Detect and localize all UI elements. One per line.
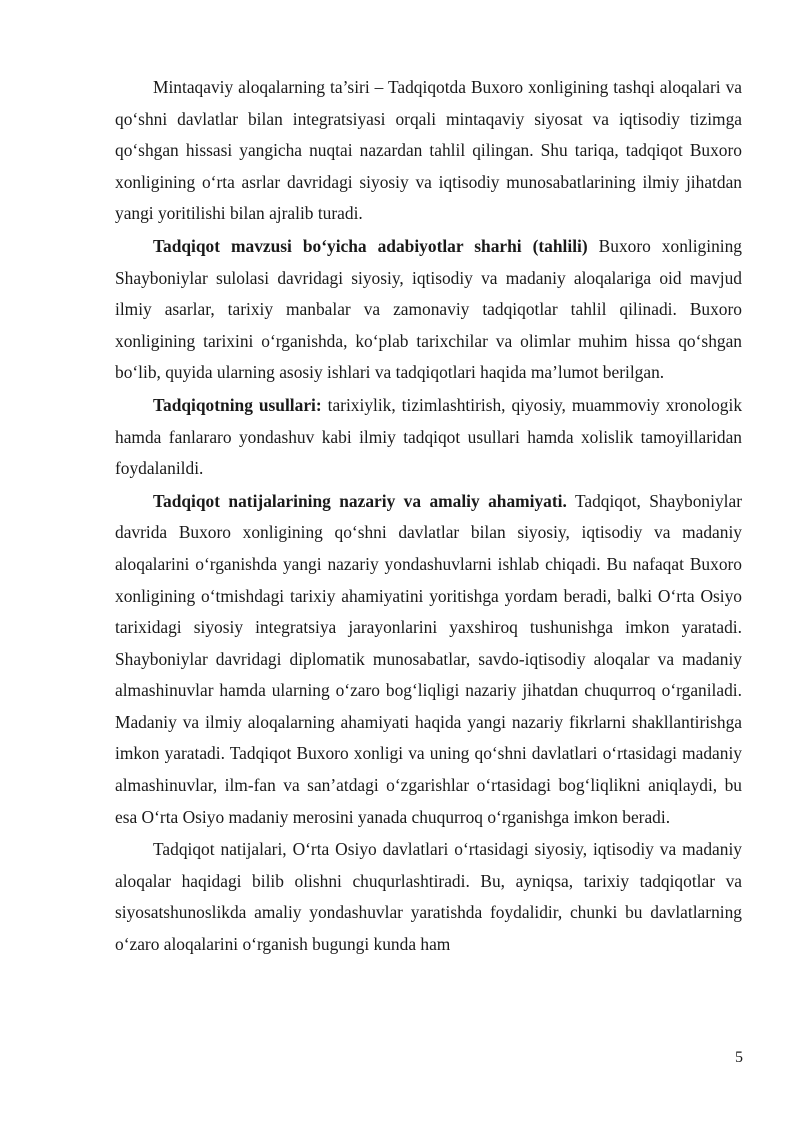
document-page xyxy=(115,72,742,961)
paragraph-significance xyxy=(115,486,742,834)
page-number: 5 xyxy=(735,1049,743,1066)
paragraph-text: tarixiylik, tizimlashtirish, qiyosiy, muammoviy xronologik hamda fanlararo yondashuv kabi ilmiy tadqiqot usullari hamda xolislik tamoyillaridan foydalanildi. xyxy=(115,394,743,479)
paragraph-text: Mintaqaviy aloqalarning ta’siri – Tadqiqotda Buxoro xonligining tashqi aloqalari va qo‘shni davlatlar bilan integratsiyasi orqali mintaqaviy siyosat va iqtisodiy tizimga qo‘shgan hissasi yangicha nuqtai nazardan tahlil qilingan. Shu tariqa, tadqiqot Buxoro xonligining o‘rta asrlar davridagi siyosiy va iqtisodiy munosabatlarining ilmiy jihatdan yangi yoritilishi bilan ajralib turadi. xyxy=(115,77,742,224)
paragraph-text: Tadqiqot, Shayboniylar davrida Buxoro xonligining qo‘shni davlatlar bilan siyosiy, iqtisodiy va madaniy aloqalarini o‘rganishda yangi nazariy yondashuvlarni ishlab chiqadi. Bu nafaqat Buxoro xonligining o‘tmishdagi tarixiy ahamiyatini yoritishga yordam beradi, balki O‘rta Osiyo tarixidagi siyosiy integratsiya jarayonlarini yaxshiroq tushunishga imkon yaratadi. Shayboniylar davridagi diplomatik munosabatlar, savdo-iqtisodiy aloqalar va madaniy almashinuvlar hamda ularning o‘zaro bog‘liqligi nazariy jihatdan chuqurroq o‘rganiladi. Madaniy va ilmiy aloqalarning ahamiyati haqida yangi nazariy fikrlarni shakllantirishga imkon yaratadi. Tadqiqot Buxoro xonligi va uning qo‘shni davlatlari o‘rtasidagi madaniy almashinuvlar, ilm-fan va san’atdagi o‘zgarishlar o‘rtasidagi bog‘liqlikni aniqlaydi, bu esa O‘rta Osiyo madaniy merosini yanada chuqurroq o‘rganishga imkon beradi. xyxy=(115,490,742,827)
paragraph-heading: Tadqiqot mavzusi bo‘yicha adabiyotlar sharhi (tahlili) xyxy=(153,235,588,256)
paragraph-regional-relations xyxy=(115,72,742,230)
paragraph-heading: Tadqiqotning usullari: xyxy=(153,394,322,415)
paragraph-text: Buxoro xonligining Shayboniylar sulolasi davridagi siyosiy, iqtisodiy va madaniy aloqalariga oid mavjud ilmiy asarlar, tarixiy manbalar va zamonaviy tadqiqotlar tahlil qilinadi. Buxoro xonligining tarixini o‘rganishda, ko‘plab tarixchilar va olimlar muhim hissa qo‘shgan bo‘lib, quyida ularning asosiy ishlari va tadqiqotlari haqida ma’lumot berilgan. xyxy=(115,235,742,383)
paragraph-literature-review xyxy=(115,231,742,389)
paragraph-research-methods xyxy=(115,390,742,485)
paragraph-text: Tadqiqot natijalari, O‘rta Osiyo davlatlari o‘rtasidagi siyosiy, iqtisodiy va madaniy aloqalar haqidagi bilib olishni chuqurlashtiradi. Bu, ayniqsa, tarixiy tadqiqotlar va siyosatshunoslikda amaliy yondashuvlar yaratishda foydalidir, chunki bu davlatlarning o‘zaro aloqalarini o‘rganish bugungi kunda ham xyxy=(115,839,742,955)
paragraph-results xyxy=(115,834,742,960)
paragraph-heading: Tadqiqot natijalarining nazariy va amaliy ahamiyati. xyxy=(153,490,567,511)
